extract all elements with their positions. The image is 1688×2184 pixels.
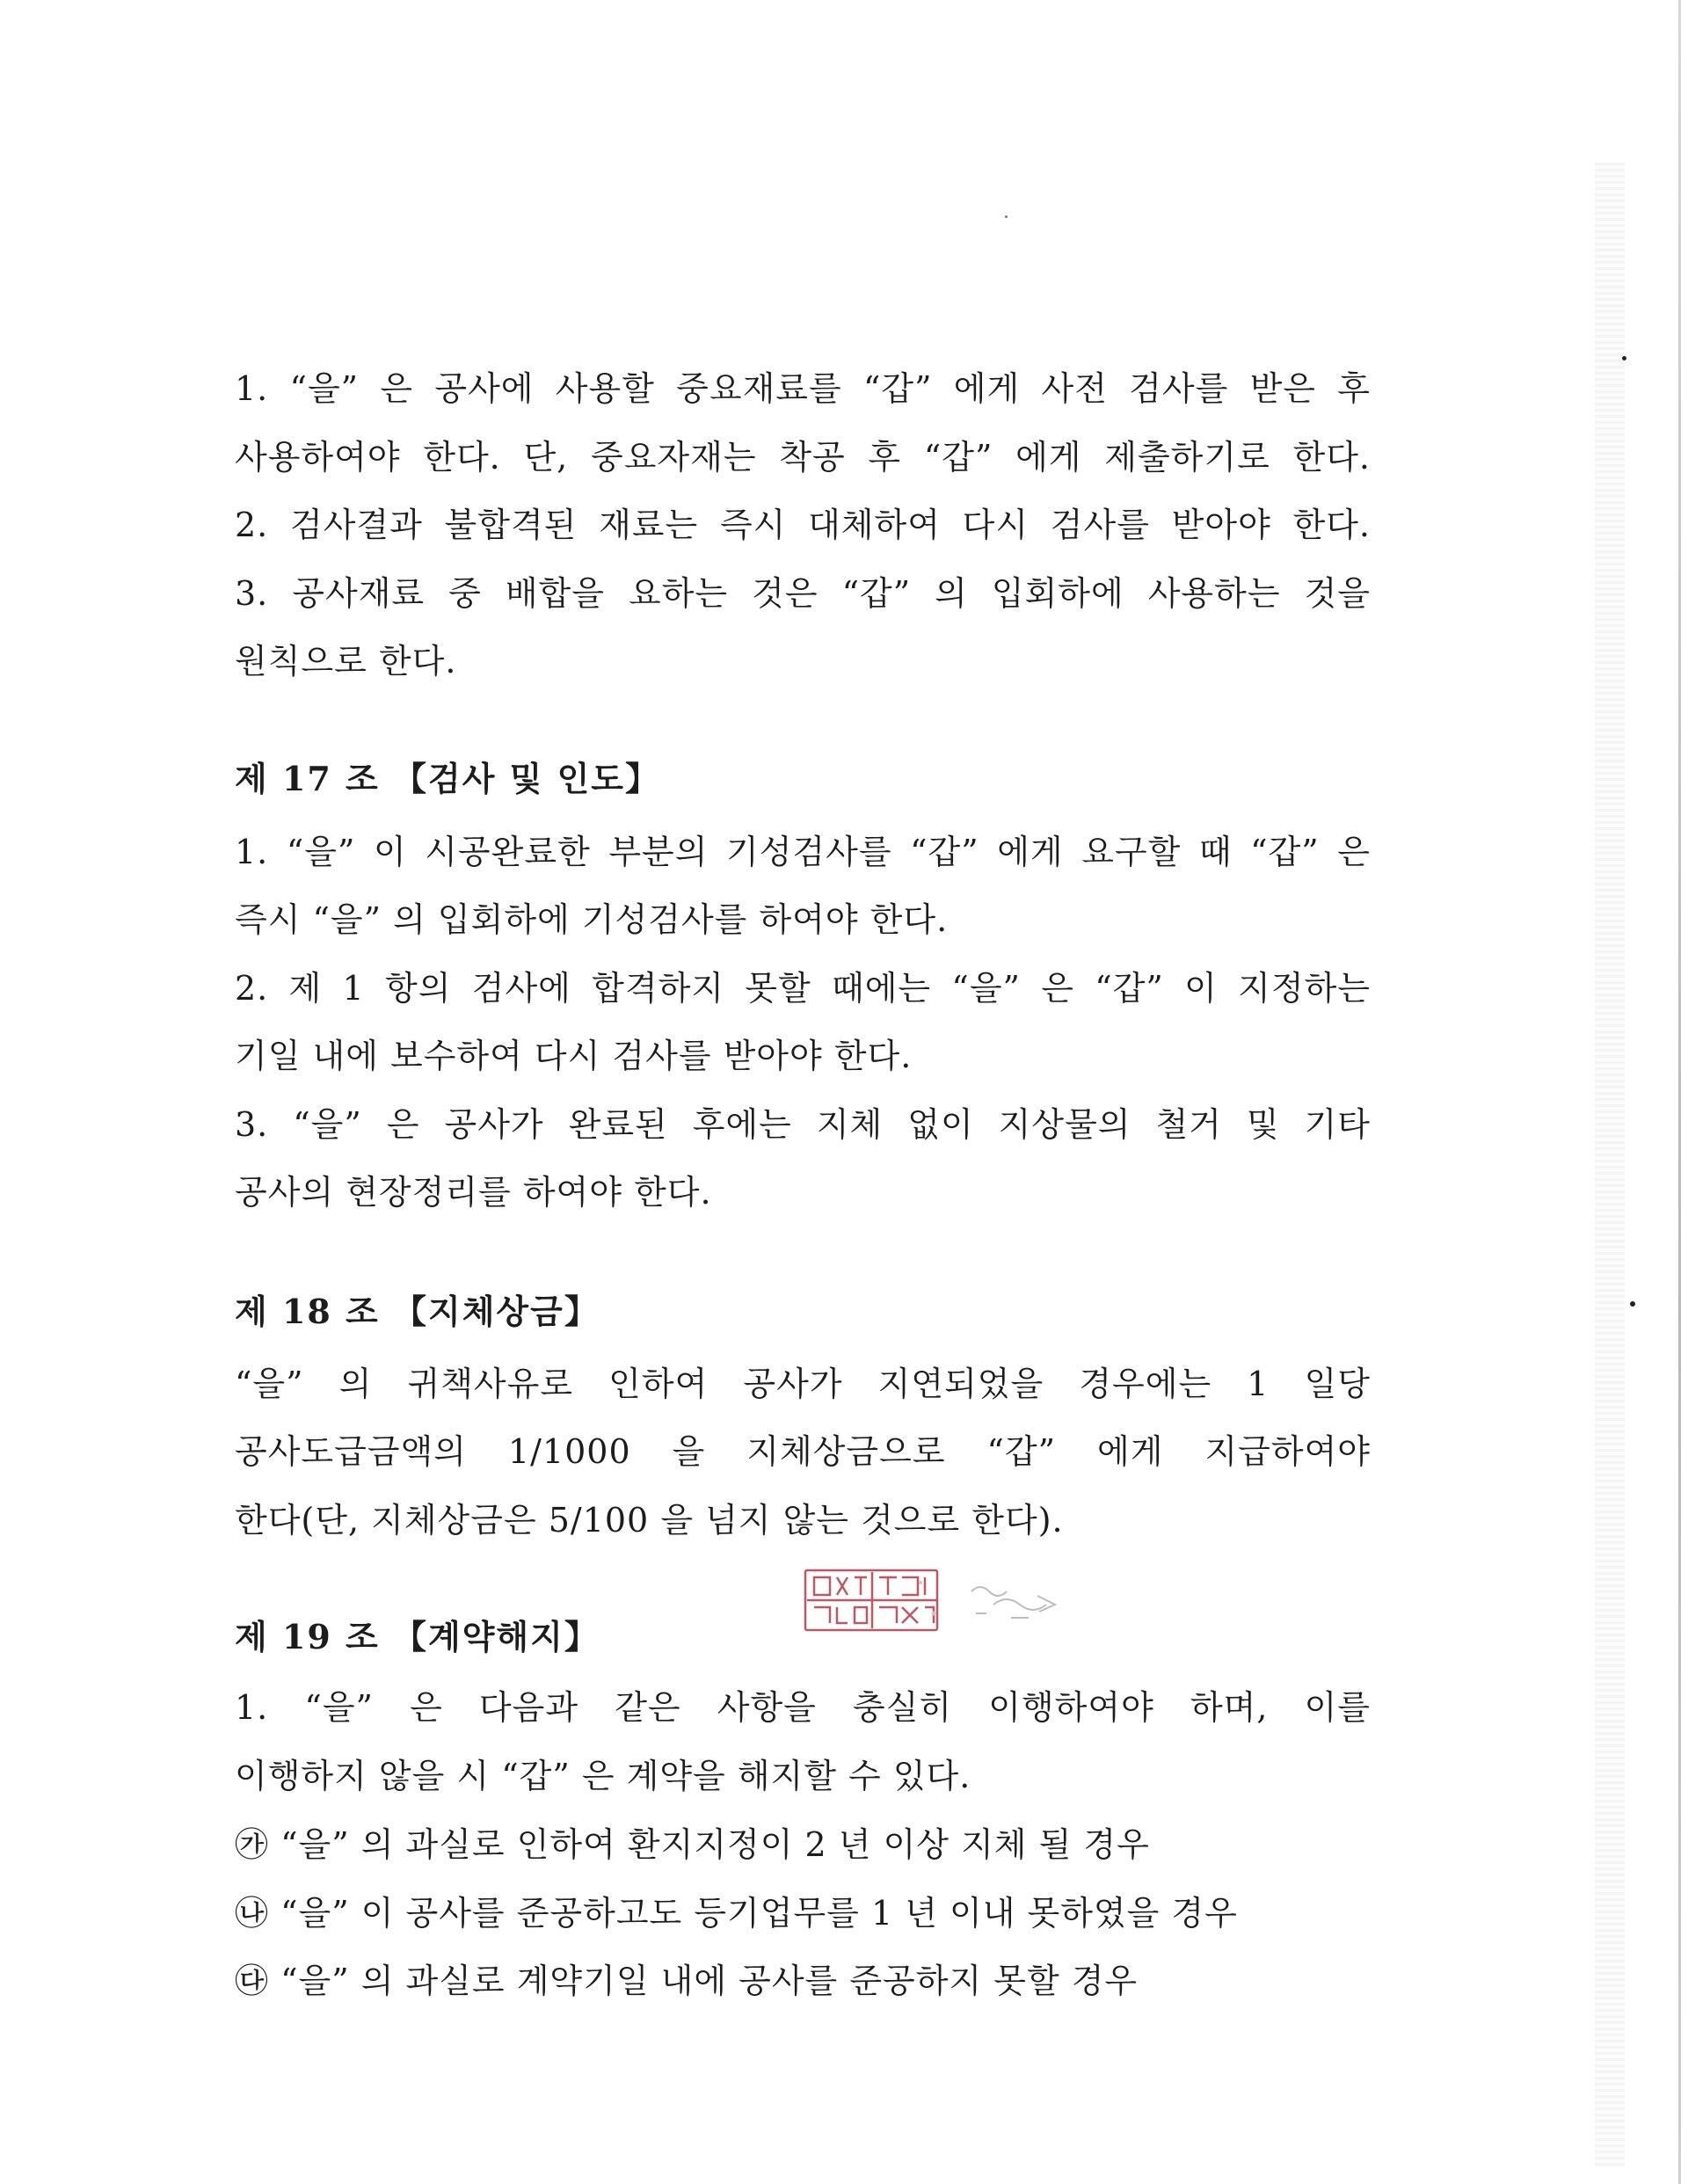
seal-stamp-icon — [802, 1565, 942, 1635]
text-line: 1. “을” 이 시공완료한 부분의 기성검사를 “갑” 에게 요구할 때 “갑” 은 — [235, 833, 1371, 871]
scan-artifact-strip — [1595, 163, 1625, 2167]
scan-speck — [1630, 1301, 1635, 1307]
article-18-heading: 제 18 조 【지체상금】 — [235, 1292, 600, 1331]
scan-speck — [1622, 356, 1626, 360]
text-line: 이행하지 않을 시 “갑” 은 계약을 해지할 수 있다. — [235, 1757, 971, 1795]
text-line: 공사의 현장정리를 하여야 한다. — [235, 1173, 712, 1212]
text-line: 1. “을” 은 다음과 같은 사항을 충실히 이행하여야 하며, 이를 — [235, 1688, 1371, 1727]
text-line: 1. “을” 은 공사에 사용할 중요재료를 “갑” 에게 사전 검사를 받은 후 — [235, 369, 1371, 408]
text-line: 공사도급금액의 1/1000 을 지체상금으로 “갑” 에게 지급하여야 — [235, 1432, 1371, 1471]
text-line: 3. 공사재료 중 배합을 요하는 것은 “갑” 의 입회하에 사용하는 것을 — [235, 574, 1371, 613]
text-line: 원칙으로 한다. — [235, 642, 457, 681]
article-17-heading: 제 17 조 【검사 및 인도】 — [235, 759, 660, 798]
article-19-heading: 제 19 조 【계약해지】 — [235, 1617, 600, 1656]
text-line: 즉시 “을” 의 입회하에 기성검사를 하여야 한다. — [235, 900, 949, 939]
text-line: 한다(단, 지체상금은 5/100 을 넘지 않는 것으로 한다). — [235, 1501, 1064, 1540]
scan-speck — [1005, 215, 1008, 218]
text-line: 기일 내에 보수하여 다시 검사를 받아야 한다. — [235, 1037, 913, 1075]
page-edge-line — [1678, 0, 1681, 2184]
text-line: “을” 의 귀책사유로 인하여 공사가 지연되었을 경우에는 1 일당 — [235, 1365, 1371, 1403]
list-item: ㉮ “을” 의 과실로 인하여 환지지정이 2 년 이상 지체 될 경우 — [235, 1825, 1150, 1864]
text-line: 2. 검사결과 불합격된 재료는 즉시 대체하여 다시 검사를 받아야 한다. — [235, 506, 1371, 544]
text-line: 3. “을” 은 공사가 완료된 후에는 지체 없이 지상물의 철거 및 기타 — [235, 1105, 1371, 1144]
text-line: 사용하여야 한다. 단, 중요자재는 착공 후 “갑” 에게 제출하기로 한다. — [235, 438, 1371, 477]
text-line: 2. 제 1 항의 검사에 합격하지 못할 때에는 “을” 은 “갑” 이 지정하는 — [235, 969, 1371, 1008]
list-item: ㉯ “을” 이 공사를 준공하고도 등기업무를 1 년 이내 못하였을 경우 — [235, 1894, 1238, 1933]
scan-smudge-icon — [967, 1574, 1081, 1627]
list-item: ㉰ “을” 의 과실로 계약기일 내에 공사를 준공하지 못할 경우 — [235, 1962, 1139, 2000]
